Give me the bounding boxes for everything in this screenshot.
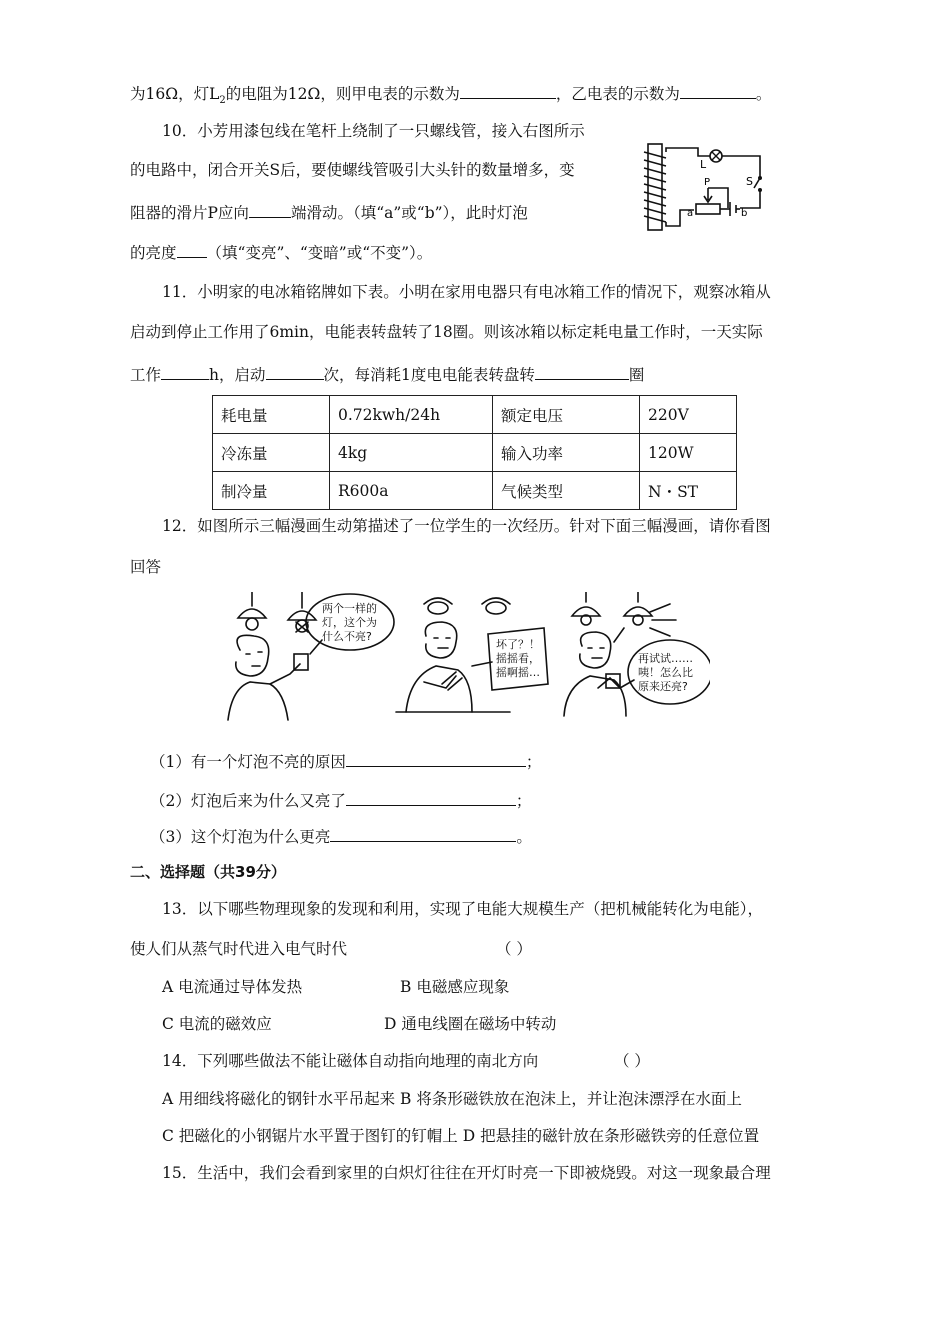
- slider-arrow: [704, 188, 712, 202]
- q13-option-a[interactable]: A 电流通过导体发热: [162, 978, 303, 996]
- q12-line-1: 12．如图所示三幅漫画生动第描述了一位学生的一次经历。针对下面三幅漫画，请你看图: [162, 517, 771, 535]
- table-cell: R600a: [330, 472, 493, 510]
- table-cell: 制冷量: [213, 472, 330, 510]
- q11-line-2: 启动到停止工作用了6min，电能表转盘转了18圈。则该冰箱以标定耗电量工作时，一天实际: [130, 323, 763, 341]
- q14-answer-bracket[interactable]: （ ）: [614, 1052, 650, 1070]
- q9-text-d: 。: [755, 85, 772, 103]
- q13-option-c[interactable]: C 电流的磁效应: [162, 1015, 272, 1033]
- table-cell: 0.72kwh/24h: [330, 396, 493, 434]
- q11-text-3d: 圈: [628, 366, 645, 384]
- q12-sub1-end: ；: [525, 753, 542, 771]
- lamp-shade-icon: [238, 609, 266, 618]
- rheostat: [696, 204, 720, 214]
- student-head: [425, 622, 456, 658]
- q10-line-1: 10．小芳用漆包线在笔杆上绕制了一只螺线管，接入右图所示: [162, 122, 585, 140]
- bubble-2-text-line: 坏了？！: [496, 638, 540, 651]
- q10-line-3: [130, 201, 528, 223]
- table-cell: 额定电压: [493, 396, 640, 434]
- table-row: [213, 434, 737, 472]
- q12-sub2-text: （2）灯泡后来为什么又亮了: [150, 792, 346, 810]
- cartoon-strip: [210, 592, 710, 722]
- bubble-2-text-line: 摇摇看，: [496, 652, 540, 665]
- bubble-1-text-line: 什么不亮?: [322, 630, 372, 643]
- bubble-2-text-line: 摇啊摇…: [496, 666, 540, 679]
- q12-sub1-text: （1）有一个灯泡不亮的原因: [150, 753, 346, 771]
- q13-stem-text: 使人们从蒸气时代进入电气时代: [130, 940, 348, 958]
- label-S: S: [746, 175, 753, 188]
- q9-blank-2[interactable]: [680, 82, 756, 99]
- q9-subscript: 2: [219, 95, 226, 107]
- q15-line-1: 15．生活中，我们会看到家里的白炽灯往往在开灯时亮一下即被烧毁。对这一现象最合理: [162, 1164, 771, 1182]
- bubble-1-text-line: 两个一样的: [322, 602, 377, 615]
- q13-line-1: 13．以下哪些物理现象的发现和利用，实现了电能大规模生产（把机械能转化为电能），: [162, 900, 763, 918]
- student-head: [236, 635, 269, 676]
- q11-blank-1[interactable]: [161, 363, 209, 380]
- q13-option-b[interactable]: B 电磁感应现象: [400, 978, 510, 996]
- q12-sub-2: [150, 789, 531, 811]
- q14-options-ab[interactable]: A 用细线将磁化的钢针水平吊起来 B 将条形磁铁放在泡沫上，并让泡沫漂浮在水面上: [162, 1090, 742, 1108]
- label-a: a: [687, 208, 694, 219]
- table-row: [213, 472, 737, 510]
- bubble-1-text-line: 灯，这个为: [322, 616, 377, 629]
- solenoid-circuit-diagram: [640, 138, 770, 236]
- table-cell: 耗电量: [213, 396, 330, 434]
- q12-blank-3[interactable]: [330, 825, 516, 842]
- table-cell: 120W: [640, 434, 737, 472]
- q10-blank-2[interactable]: [177, 241, 207, 258]
- label-b: b: [741, 208, 748, 219]
- q9-text-a: 为16Ω，灯L: [130, 85, 220, 103]
- q12-sub3-end: 。: [516, 828, 532, 846]
- q12-sub-1: [150, 750, 541, 772]
- label-L: L: [700, 158, 707, 171]
- q11-line-1: 11．小明家的电冰箱铭牌如下表。小明在家用电器只有电冰箱工作的情况下，观察冰箱从: [162, 283, 771, 301]
- lamp-shade-icon: [288, 611, 316, 620]
- q13-line-2: [130, 939, 347, 959]
- q14-line-1: 14．下列哪些做法不能让磁体自动指向地理的南北方向: [162, 1052, 539, 1070]
- table-row: [213, 396, 737, 434]
- table-cell: 4kg: [330, 434, 493, 472]
- student-head: [580, 632, 611, 668]
- q9-blank-1[interactable]: [460, 82, 556, 99]
- q11-blank-3[interactable]: [535, 363, 629, 380]
- q12-blank-1[interactable]: [346, 750, 526, 767]
- q12-sub3-text: （3）这个灯泡为什么更亮: [150, 828, 331, 846]
- label-P: P: [704, 177, 711, 188]
- q10-text-3b: 端滑动。（填“a”或“b”），此时灯泡: [290, 204, 528, 222]
- q11-line-3: [130, 363, 644, 385]
- q11-text-3b: h，启动: [209, 366, 266, 384]
- table-cell: 气候类型: [493, 472, 640, 510]
- table-cell: 冷冻量: [213, 434, 330, 472]
- q11-text-3a: 工作: [130, 366, 162, 384]
- q10-blank-1[interactable]: [249, 201, 291, 218]
- fridge-nameplate-table: [212, 395, 737, 510]
- table-cell: 输入功率: [493, 434, 640, 472]
- q10-text-3a: 阻器的滑片P应向: [130, 204, 249, 222]
- q10-text-4b: （填“变亮”、“变暗”或“不变”）。: [206, 244, 433, 262]
- q9-tail-line: [130, 82, 771, 111]
- q12-sub-3: [150, 825, 532, 847]
- q9-text-c: ，乙电表的示数为: [555, 85, 680, 103]
- q13-option-d[interactable]: D 通电线圈在磁场中转动: [384, 1015, 557, 1033]
- q10-text-4a: 的亮度: [130, 244, 177, 262]
- q10-line-4: [130, 241, 432, 263]
- q10-line-2: 的电路中，闭合开关S后，要使螺线管吸引大头针的数量增多，变: [130, 161, 575, 179]
- section-2-title: 二、选择题（共39分）: [130, 863, 286, 881]
- q12-sub2-end: ；: [515, 792, 532, 810]
- bubble-3-text-line: 咦！怎么比: [638, 666, 693, 679]
- table-cell: 220V: [640, 396, 737, 434]
- battery: [730, 202, 736, 216]
- table-cell: N・ST: [640, 472, 737, 510]
- bubble-3-text-line: 原来还亮?: [638, 680, 688, 693]
- q11-blank-2[interactable]: [266, 363, 324, 380]
- q11-text-3c: 次，每消耗1度电电能表转盘转: [323, 366, 535, 384]
- q9-text-b: 的电阻为12Ω，则甲电表的示数为: [225, 85, 460, 103]
- q12-line-2: 回答: [130, 558, 162, 576]
- bubble-3-text-line: 再试试……: [638, 652, 693, 665]
- q13-answer-bracket[interactable]: （ ）: [496, 940, 532, 958]
- q14-options-cd[interactable]: C 把磁化的小钢锯片水平置于图钉的钉帽上 D 把悬挂的磁针放在条形磁铁旁的任意位置: [162, 1127, 760, 1145]
- q12-blank-2[interactable]: [346, 789, 516, 806]
